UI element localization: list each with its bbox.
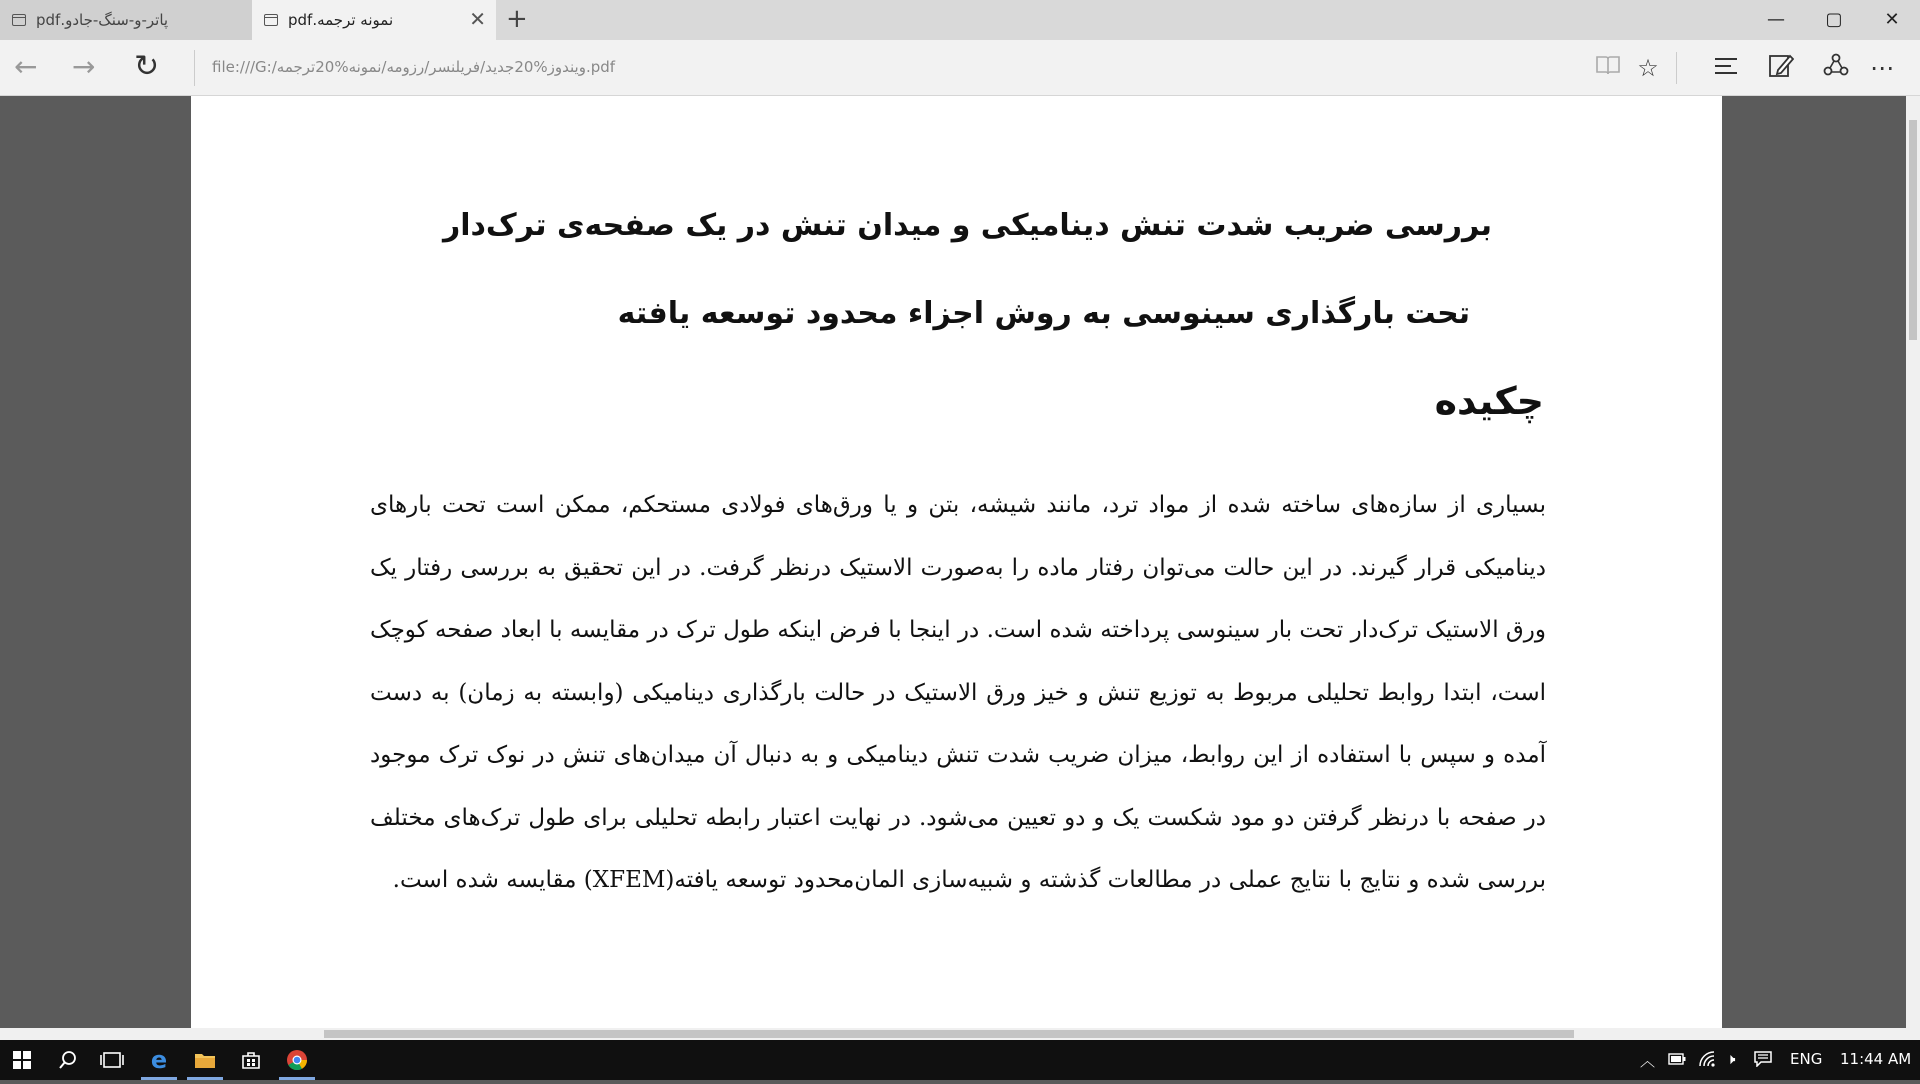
navigation-bar	[0, 40, 1920, 96]
edge-browser-icon[interactable]: e	[137, 1040, 181, 1080]
minimize-button[interactable]: —	[1767, 9, 1785, 30]
tab-bar	[0, 0, 1920, 40]
maximize-button[interactable]: ▢	[1825, 9, 1843, 30]
file-explorer-icon[interactable]	[183, 1040, 227, 1080]
tab-harry-potter-pdf[interactable]	[0, 0, 252, 40]
close-window-button[interactable]: ✕	[1884, 9, 1900, 30]
refresh-icon[interactable]: ↻	[134, 49, 160, 84]
page-icon	[264, 14, 278, 26]
pdf-page	[191, 96, 1722, 1028]
more-icon[interactable]: ⋯	[1870, 54, 1894, 82]
clock[interactable]: 11:44 AM	[1840, 1050, 1912, 1068]
task-view-icon[interactable]	[90, 1040, 134, 1080]
favorite-star-icon[interactable]: ☆	[1637, 54, 1659, 82]
reading-view-icon[interactable]	[1592, 52, 1624, 84]
document-title-line-1: بررسی ضریب شدت تنش دینامیکی و میدان تنش در یک صفحه‌ی ترک‌دار	[442, 208, 1492, 243]
web-note-icon[interactable]	[1765, 52, 1797, 84]
divider	[194, 50, 195, 86]
page-icon	[12, 14, 26, 26]
hub-icon[interactable]	[1710, 52, 1742, 84]
action-center-icon[interactable]	[1754, 1050, 1772, 1071]
horizontal-scrollbar[interactable]	[0, 1028, 1920, 1040]
pdf-viewer[interactable]	[0, 96, 1920, 1028]
tab-label: نمونه ترجمه.pdf	[288, 11, 394, 29]
vertical-scroll-thumb[interactable]	[1909, 120, 1917, 340]
forward-arrow-icon[interactable]: →	[72, 50, 96, 83]
show-hidden-icons-chevron-icon[interactable]: ︿	[1640, 1052, 1656, 1070]
share-icon[interactable]	[1820, 52, 1852, 84]
tab-label: پاتر-و-سنگ-جادو.pdf	[36, 11, 169, 29]
language-indicator[interactable]: ENG	[1790, 1050, 1823, 1068]
horizontal-scroll-thumb[interactable]	[324, 1030, 1574, 1038]
divider	[1676, 52, 1677, 84]
search-icon[interactable]	[46, 1040, 90, 1080]
store-icon[interactable]	[229, 1040, 273, 1080]
vertical-scrollbar[interactable]	[1906, 96, 1920, 1028]
taskbar	[0, 1040, 1920, 1080]
volume-icon[interactable]: 🕨	[1726, 1050, 1736, 1068]
abstract-paragraph: بسیاری از سازه‌های ساخته شده از مواد ترد، مانند شیشه، بتن و یا ورق‌های فولادی مستحکم، ممکن است تحت بارهای دینامیکی قرار گیرند. در این حالت می‌توان رفتار ماده را به‌صورت الاستیک درنظر گرفت. در این تحقیق به بررسی رفتار یک ورق الاستیک ترک‌دار تحت بار سینوسی پرداخته شده است. در اینجا با فرض اینکه طول ترک در مقایسه با ابعاد صفحه کوچک است، ابتدا روابط تحلیلی مربوط به توزیع تنش و خیز ورق الاستیک در حالت بارگذاری دینامیکی (وابسته به زمان) به دست آمده و سپس با استفاده از این روابط، میزان ضریب شدت تنش دینامیکی و به دنبال آن میدان‌های تنش در نوک ترک موجود در صفحه با درنظر گرفتن دو مود شکست یک و دو تعیین می‌شود. در نهایت اعتبار رابطه تحلیلی برای طول ترک‌های مختلف بررسی شده و نتایج با نتایج عملی در مطالعات گذشته و شبیه‌سازی المان‌محدود توسعه یافته(XFEM) مقایسه شده است.	[370, 492, 1546, 893]
tab-sample-translation-pdf[interactable]	[252, 0, 496, 40]
chrome-icon[interactable]	[275, 1040, 319, 1080]
close-tab-icon[interactable]: ✕	[469, 7, 486, 31]
wifi-icon[interactable]	[1698, 1050, 1716, 1071]
new-tab-button[interactable]: +	[506, 4, 528, 34]
windows-start-icon[interactable]	[0, 1040, 44, 1080]
abstract-heading: چکیده	[1434, 379, 1544, 423]
battery-icon[interactable]	[1668, 1050, 1686, 1069]
back-arrow-icon[interactable]: ←	[14, 50, 38, 83]
address-bar[interactable]: file:///G:/ویندوز%20جدید/فریلنسر/رزومه/نمونه%20ترجمه.pdf	[212, 58, 616, 76]
document-title-line-2: تحت بارگذاری سینوسی به روش اجزاء محدود توسعه یافته	[617, 296, 1470, 331]
